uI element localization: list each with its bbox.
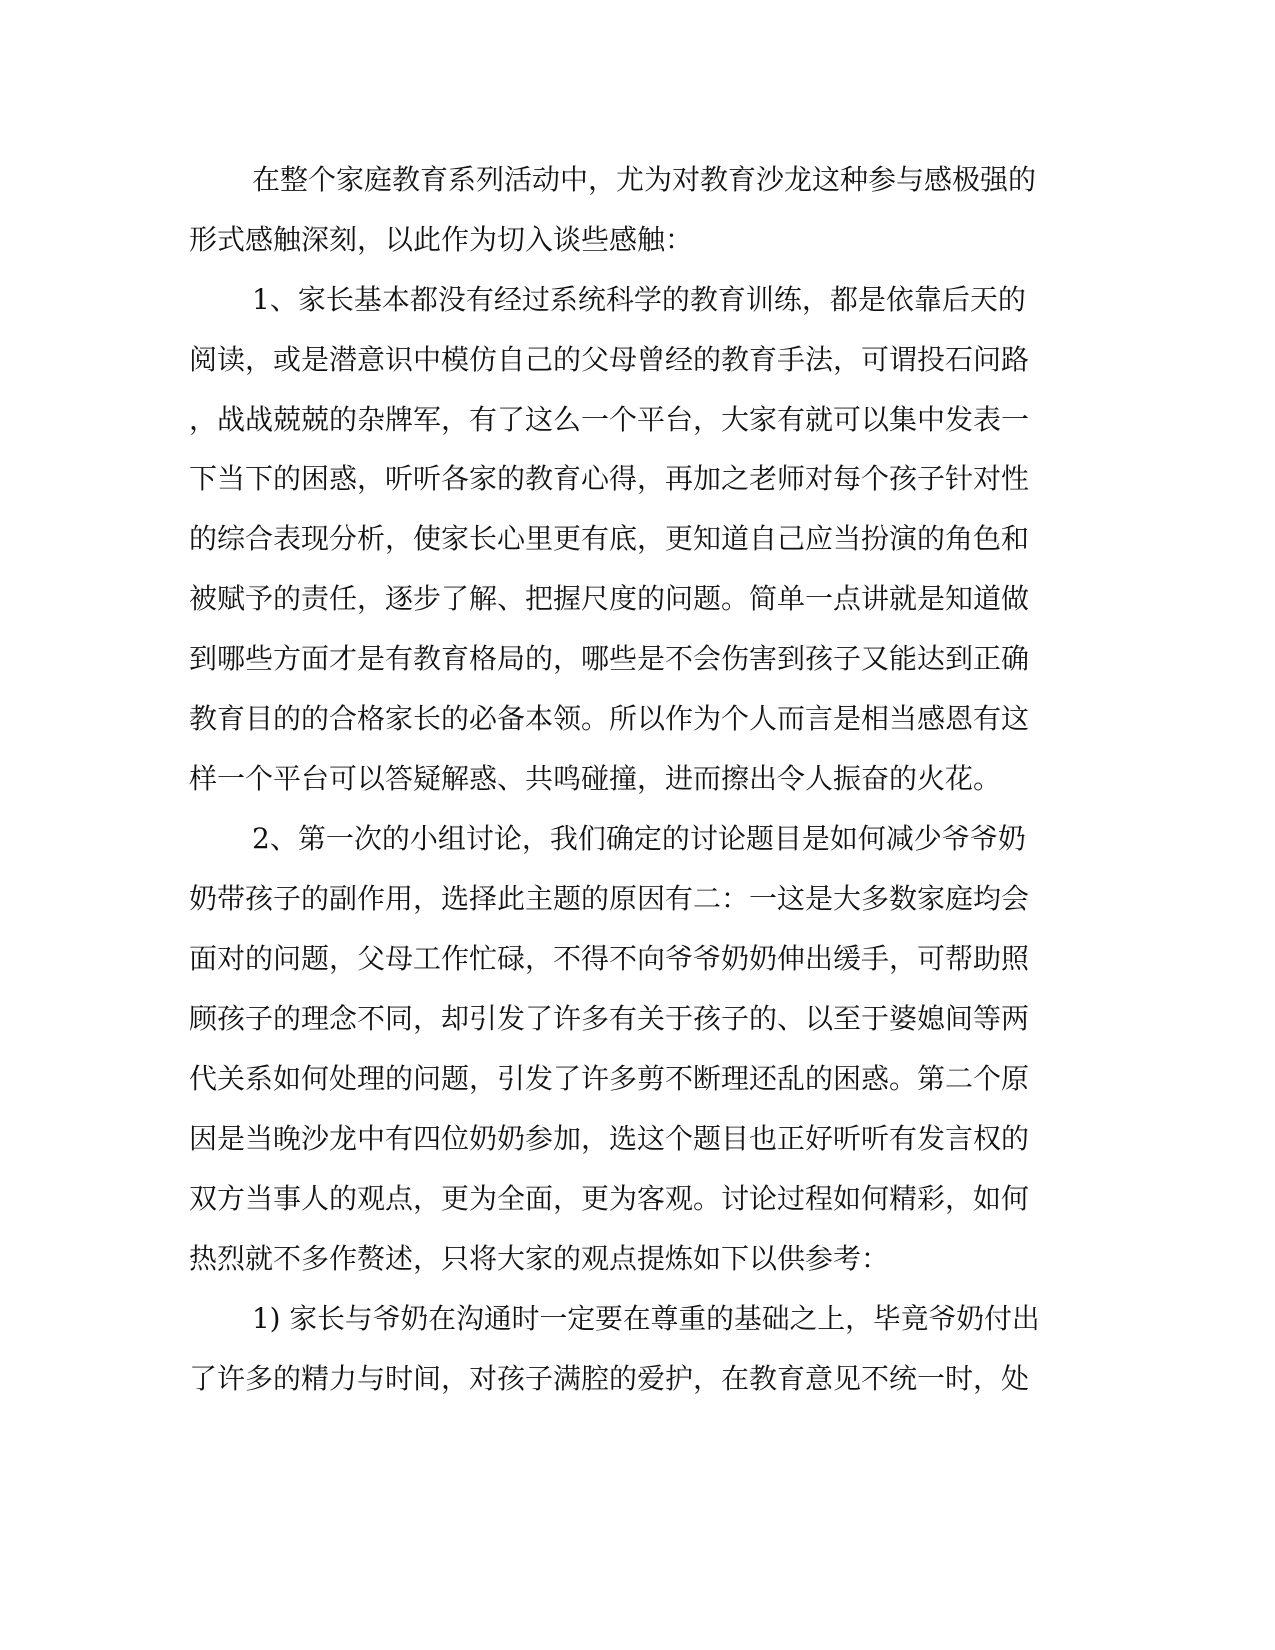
text-line: 双方当事人的观点，更为全面，更为客观。讨论过程如何精彩，如何	[189, 1182, 1030, 1215]
text-line: 被赋予的责任，逐步了解、把握尺度的问题。简单一点讲就是知道做	[189, 582, 1030, 615]
text-line: 下当下的困惑，听听各家的教育心得，再加之老师对每个孩子针对性	[189, 462, 1030, 495]
text-line: 面对的问题，父母工作忙碌，不得不向爷爷奶奶伸出缓手，可帮助照	[189, 942, 1030, 975]
text-line: 代关系如何处理的问题，引发了许多剪不断理还乱的困惑。第二个原	[189, 1062, 1030, 1095]
text-line: 1) 家长与爷奶在沟通时一定要在尊重的基础之上，毕竟爷奶付出	[252, 1302, 1040, 1335]
text-line: 阅读，或是潜意识中模仿自己的父母曾经的教育手法，可谓投石问路	[189, 343, 1030, 376]
text-line: 到哪些方面才是有教育格局的，哪些是不会伤害到孩子又能达到正确	[189, 642, 1030, 675]
text-line: 热烈就不多作赘述，只将大家的观点提炼如下以供参考：	[189, 1242, 890, 1275]
text-line: 奶带孩子的副作用，选择此主题的原因有二：一这是大多数家庭均会	[189, 882, 1030, 915]
text-line: 顾孩子的理念不同，却引发了许多有关于孩子的、以至于婆媳间等两	[189, 1002, 1030, 1035]
text-line: 1、家长基本都没有经过系统科学的教育训练，都是依靠后天的	[252, 283, 1026, 316]
text-line: 了许多的精力与时间，对孩子满腔的爱护，在教育意见不统一时，处	[189, 1362, 1030, 1395]
text-line: ，战战兢兢的杂牌军，有了这么一个平台，大家有就可以集中发表一	[189, 403, 1030, 436]
text-line: 形式感触深刻，以此作为切入谈些感触：	[189, 223, 694, 256]
text-line: 在整个家庭教育系列活动中，尤为对教育沙龙这种参与感极强的	[252, 163, 1037, 196]
text-line: 教育目的的合格家长的必备本领。所以作为个人而言是相当感恩有这	[189, 702, 1030, 735]
text-line: 样一个平台可以答疑解惑、共鸣碰撞，进而擦出令人振奋的火花。	[189, 762, 1002, 795]
text-line: 的综合表现分析，使家长心里更有底，更知道自己应当扮演的角色和	[189, 522, 1030, 555]
text-line: 因是当晚沙龙中有四位奶奶参加，选这个题目也正好听听有发言权的	[189, 1122, 1030, 1155]
text-line: 2、第一次的小组讨论，我们确定的讨论题目是如何减少爷爷奶	[252, 822, 1026, 855]
